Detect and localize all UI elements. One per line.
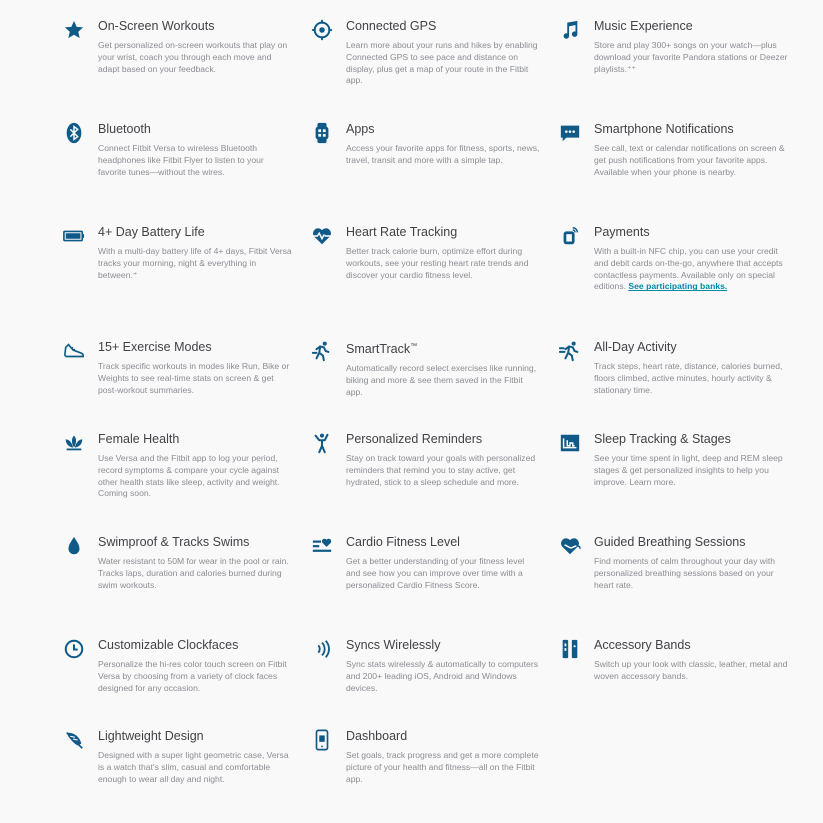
feature-personalized-reminders [310, 431, 540, 488]
feature-title: Dashboard [346, 729, 408, 743]
feature-title: All-Day Activity [594, 340, 677, 354]
chat-bubble-icon [558, 121, 582, 145]
feature-female-health [62, 431, 292, 500]
feature-description: Sync stats wirelessly & automatically to computers and 200+ leading iOS, Android and Windows devices. [346, 659, 538, 693]
feature-description: Track specific workouts in modes like Run, Bike or Weights to see real-time stats on screen & get post-workout summaries. [98, 361, 290, 395]
feature-dashboard [310, 728, 540, 785]
feature-title [310, 339, 540, 357]
water-drop-icon [62, 534, 86, 558]
feature-music-experience [558, 18, 788, 75]
feature-sleep-tracking [558, 431, 788, 488]
feature-description: Store and play 300+ songs on your watch—plus download your favorite Pandora stations or Deezer playlists.⁺⁺ [594, 40, 788, 74]
feature-swimproof [62, 534, 292, 591]
feature-all-day-activity [558, 339, 788, 396]
feature-title: Guided Breathing Sessions [594, 535, 746, 549]
feature-description: Designed with a super light geometric case, Versa is a watch that's slim, casual and comfortable enough to wear all day and night. [98, 750, 289, 784]
feature-title: Payments [594, 225, 650, 239]
feature-description: Personalize the hi-res color touch screen on Fitbit Versa by choosing from a variety of clock faces designed for any occasion. [98, 659, 287, 693]
feature-title: Accessory Bands [594, 638, 691, 652]
feature-title: 15+ Exercise Modes [98, 340, 212, 354]
running-figure-icon [310, 339, 334, 363]
feature-title: Female Health [98, 432, 180, 446]
feature-description: With a multi-day battery life of 4+ days, Fitbit Versa tracks your morning, night & everything in between.⁺ [98, 246, 292, 280]
feature-cardio-fitness [310, 534, 540, 591]
feature-customizable-clockfaces [62, 637, 292, 694]
participating-banks-link[interactable]: See participating banks. [628, 281, 728, 292]
feature-description: See call, text or calendar notifications on screen & get push notifications from your favorite apps. Available when your phone is nearby. [594, 143, 785, 177]
sleep-stages-icon [558, 431, 582, 455]
heart-rate-icon [310, 224, 334, 248]
feature-title: Syncs Wirelessly [346, 638, 441, 652]
feature-description: Get personalized on-screen workouts that play on your wrist, coach you through each move and adapt based on your feedback. [98, 40, 288, 74]
feature-description: Stay on track toward your goals with personalized reminders that remind you to stay active, get hydrated, stick to a sleep schedule and more. [346, 453, 536, 487]
feature-title: Personalized Reminders [346, 432, 483, 446]
music-note-icon [558, 18, 582, 42]
feature-description: Use Versa and the Fitbit app to log your period, record symptoms & compare your cycle against other health stats like sleep, activity and weight. Coming soon. [98, 453, 280, 499]
feature-accessory-bands [558, 637, 788, 683]
phone-dashboard-icon [310, 728, 334, 752]
band-icon [558, 637, 582, 661]
payment-watch-icon [558, 224, 582, 248]
feature-description: Automatically record select exercises like running, biking and more & see them saved in the Fitbit app. [346, 363, 537, 397]
feature-title: 4+ Day Battery Life [98, 225, 205, 239]
feature-heart-rate-tracking [310, 224, 540, 281]
feature-description: See your time spent in light, deep and REM sleep stages & get personalized insights to help you improve. Learn more. [594, 453, 783, 487]
activity-runner-icon [558, 339, 582, 363]
smarttrack-title-text: SmartTrack [346, 342, 411, 357]
feature-description: Set goals, track progress and get a more complete picture of your health and fitness—all on the Fitbit app. [346, 750, 539, 784]
feature-title: On-Screen Workouts [98, 19, 215, 33]
trademark-mark: ™ [410, 343, 418, 350]
feature-syncs-wirelessly [310, 637, 540, 694]
feature-description: Switch up your look with classic, leather, metal and woven accessory bands. [594, 659, 788, 681]
feature-guided-breathing [558, 534, 788, 591]
feature-exercise-modes [62, 339, 292, 396]
feature-title: Connected GPS [346, 19, 437, 33]
feature-title: Smartphone Notifications [594, 122, 734, 136]
sync-waves-icon [310, 637, 334, 661]
cardio-fitness-icon [310, 534, 334, 558]
lotus-icon [62, 431, 86, 455]
feature-payments [558, 224, 788, 293]
feature-description [558, 246, 788, 293]
feather-icon [62, 728, 86, 752]
feature-title: Bluetooth [98, 122, 151, 136]
feature-description: Get a better understanding of your fitness level and see how you can improve over time with a personalized Cardio Fitness Score. [346, 556, 525, 590]
feature-description: Better track calorie burn, optimize effort during workouts, see your resting heart rate trends and discover your cardio fitness level. [346, 246, 529, 280]
feature-title: Music Experience [594, 19, 693, 33]
clock-icon [62, 637, 86, 661]
star-icon [62, 18, 86, 42]
feature-description: Track steps, heart rate, distance, calories burned, floors climbed, active minutes, hourly activity & stationary time. [594, 361, 783, 395]
feature-title: Swimproof & Tracks Swims [98, 535, 250, 549]
feature-description: Access your favorite apps for fitness, sports, news, travel, transit and more with a simple tap. [346, 143, 540, 165]
feature-title: Apps [346, 122, 375, 136]
feature-description: Find moments of calm throughout your day with personalized breathing sessions based on your heart rate. [594, 556, 776, 590]
reminder-figure-icon [310, 431, 334, 455]
feature-description: Connect Fitbit Versa to wireless Bluetooth headphones like Fitbit Flyer to listen to your favorite tunes—without the wires. [98, 143, 264, 177]
feature-title: Customizable Clockfaces [98, 638, 239, 652]
connected-gps-icon [310, 18, 334, 42]
feature-lightweight-design [62, 728, 292, 785]
bluetooth-icon [62, 121, 86, 145]
feature-title: Lightweight Design [98, 729, 204, 743]
feature-bluetooth [62, 121, 292, 178]
feature-title: Heart Rate Tracking [346, 225, 458, 239]
breathing-heart-icon [558, 534, 582, 558]
feature-apps [310, 121, 540, 167]
shoe-icon [62, 339, 86, 363]
feature-description: Water resistant to 50M for wear in the pool or rain. Tracks laps, duration and calories burned during swim workouts. [98, 556, 289, 590]
feature-battery-life [62, 224, 292, 281]
apps-watch-icon [310, 121, 334, 145]
feature-smartphone-notifications [558, 121, 788, 178]
feature-title: Cardio Fitness Level [346, 535, 460, 549]
feature-title: Sleep Tracking & Stages [594, 432, 731, 446]
feature-description: Learn more about your runs and hikes by enabling Connected GPS to see pace and distance on display, plus get a map of your route in the Fitbit app. [346, 40, 538, 86]
feature-smarttrack [310, 339, 540, 399]
feature-connected-gps [310, 18, 540, 87]
battery-icon [62, 224, 86, 248]
payments-description-text: With a built-in NFC chip, you can use your credit and debit cards on-the-go, anywhere that accepts contactless payments. Available only on special editions. [594, 246, 783, 292]
feature-on-screen-workouts [62, 18, 292, 75]
